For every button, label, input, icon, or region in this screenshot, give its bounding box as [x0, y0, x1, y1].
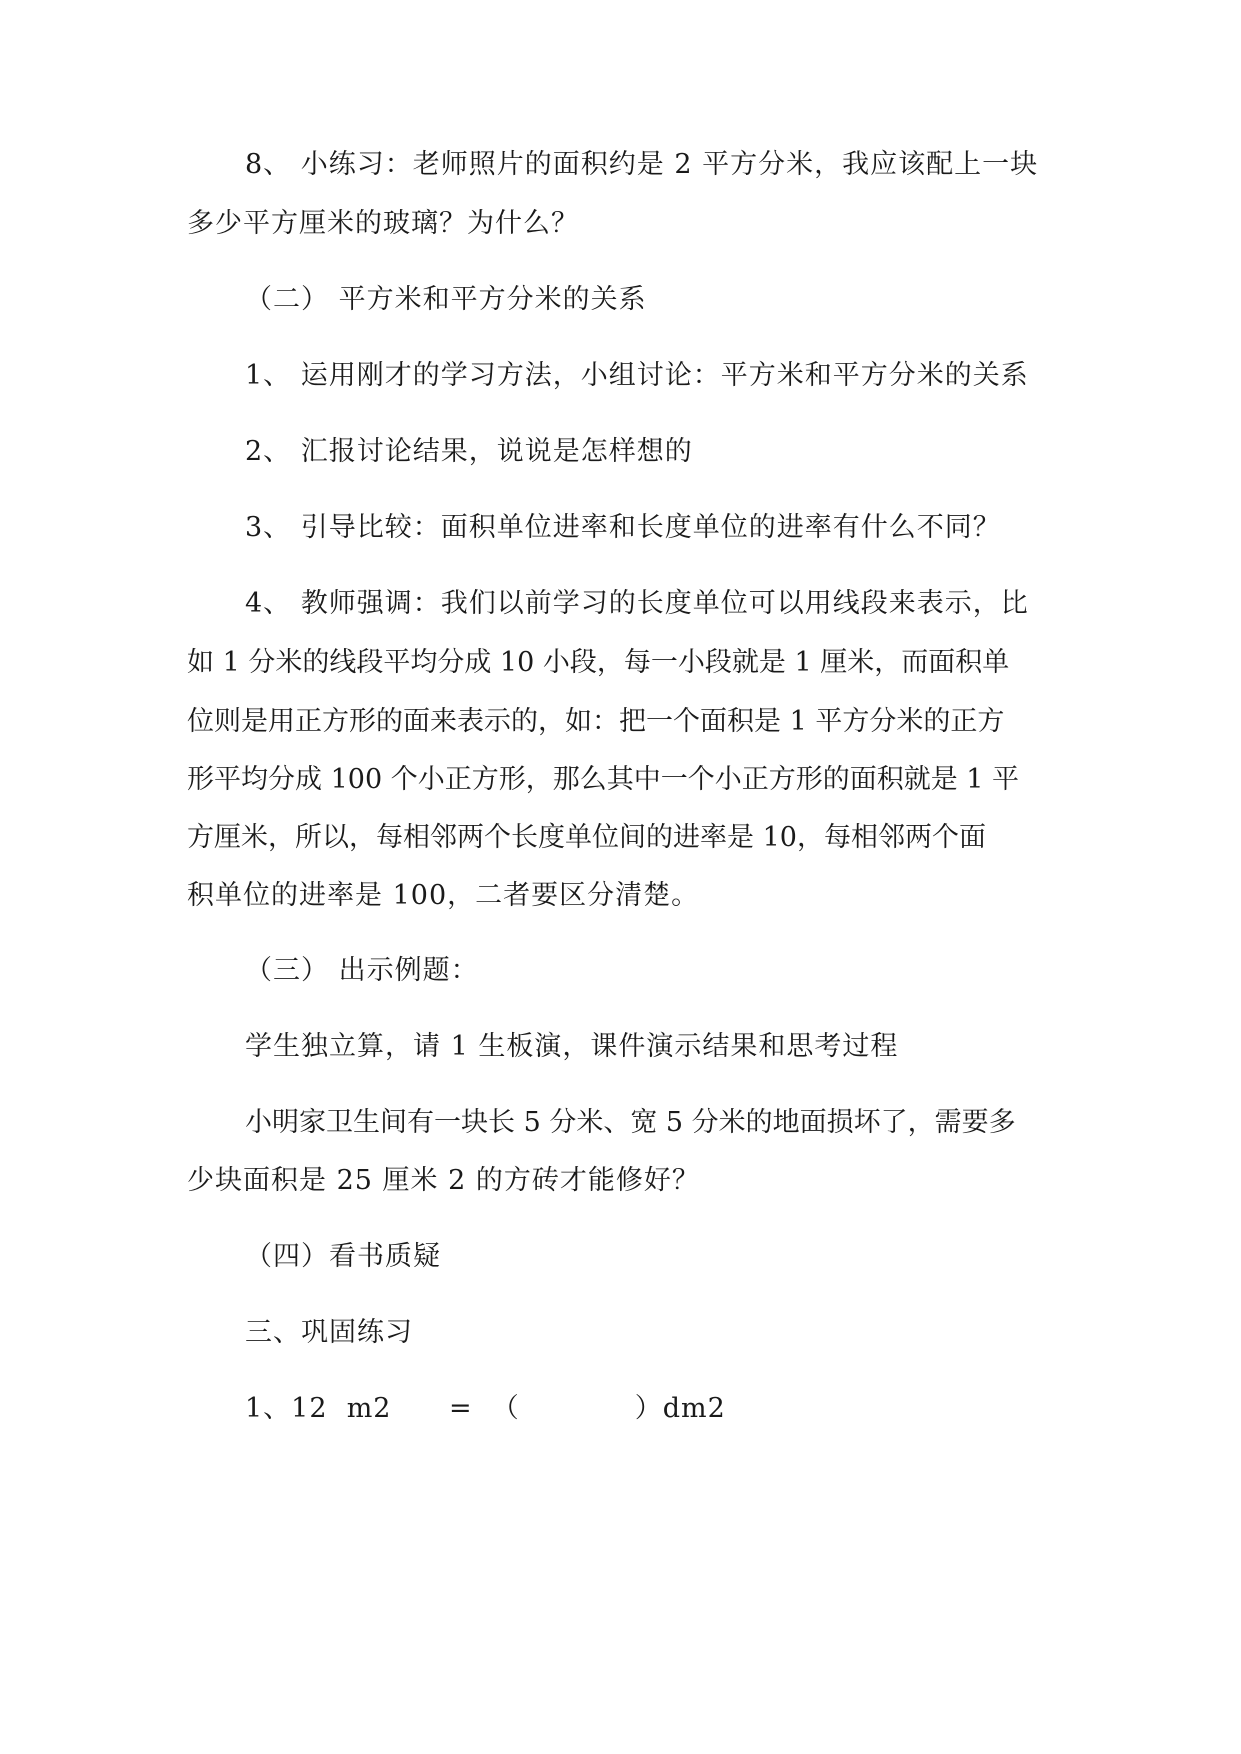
- item-4-line-1: 4、 教师强调：我们以前学习的长度单位可以用线段来表示，比: [245, 588, 1029, 619]
- section-3-heading: （三） 出示例题：: [245, 955, 479, 986]
- part-3-heading: 三、巩固练习: [245, 1317, 413, 1348]
- item-2: 2、 汇报讨论结果，说说是怎样想的: [245, 436, 693, 467]
- example-line-2: 少块面积是 25 厘米 2 的方砖才能修好？: [187, 1165, 700, 1196]
- practice-8-line-2: 多少平方厘米的玻璃？为什么？: [187, 208, 579, 239]
- item-3: 3、 引导比较：面积单位进率和长度单位的进率有什么不同？: [245, 512, 1001, 543]
- item-4-line-4: 形平均分成 100 个小正方形，那么其中一个小正方形的面积就是 1 平: [187, 764, 1020, 795]
- item-4-line-3: 位则是用正方形的面来表示的，如：把一个面积是 1 平方分米的正方: [187, 706, 1005, 737]
- item-4-line-5: 方厘米，所以，每相邻两个长度单位间的进率是 10，每相邻两个面: [187, 822, 986, 853]
- section-4-heading: （四）看书质疑: [245, 1241, 441, 1272]
- example-line-1: 小明家卫生间有一块长 5 分米、宽 5 分米的地面损坏了，需要多: [245, 1107, 1016, 1138]
- item-1: 1、 运用刚才的学习方法，小组讨论：平方米和平方分米的关系: [245, 360, 1029, 391]
- item-4-line-2: 如 1 分米的线段平均分成 10 小段，每一小段就是 1 厘米，而面积单: [187, 647, 1010, 678]
- student-task: 学生独立算，请 1 生板演，课件演示结果和思考过程: [245, 1031, 899, 1062]
- exercise-1: 1、12 m2 = （ ）dm2: [245, 1393, 726, 1424]
- practice-8-line-1: 8、 小练习：老师照片的面积约是 2 平方分米，我应该配上一块: [245, 149, 1039, 180]
- section-2-heading: （二） 平方米和平方分米的关系: [245, 284, 647, 315]
- item-4-line-6: 积单位的进率是 100，二者要区分清楚。: [187, 880, 700, 911]
